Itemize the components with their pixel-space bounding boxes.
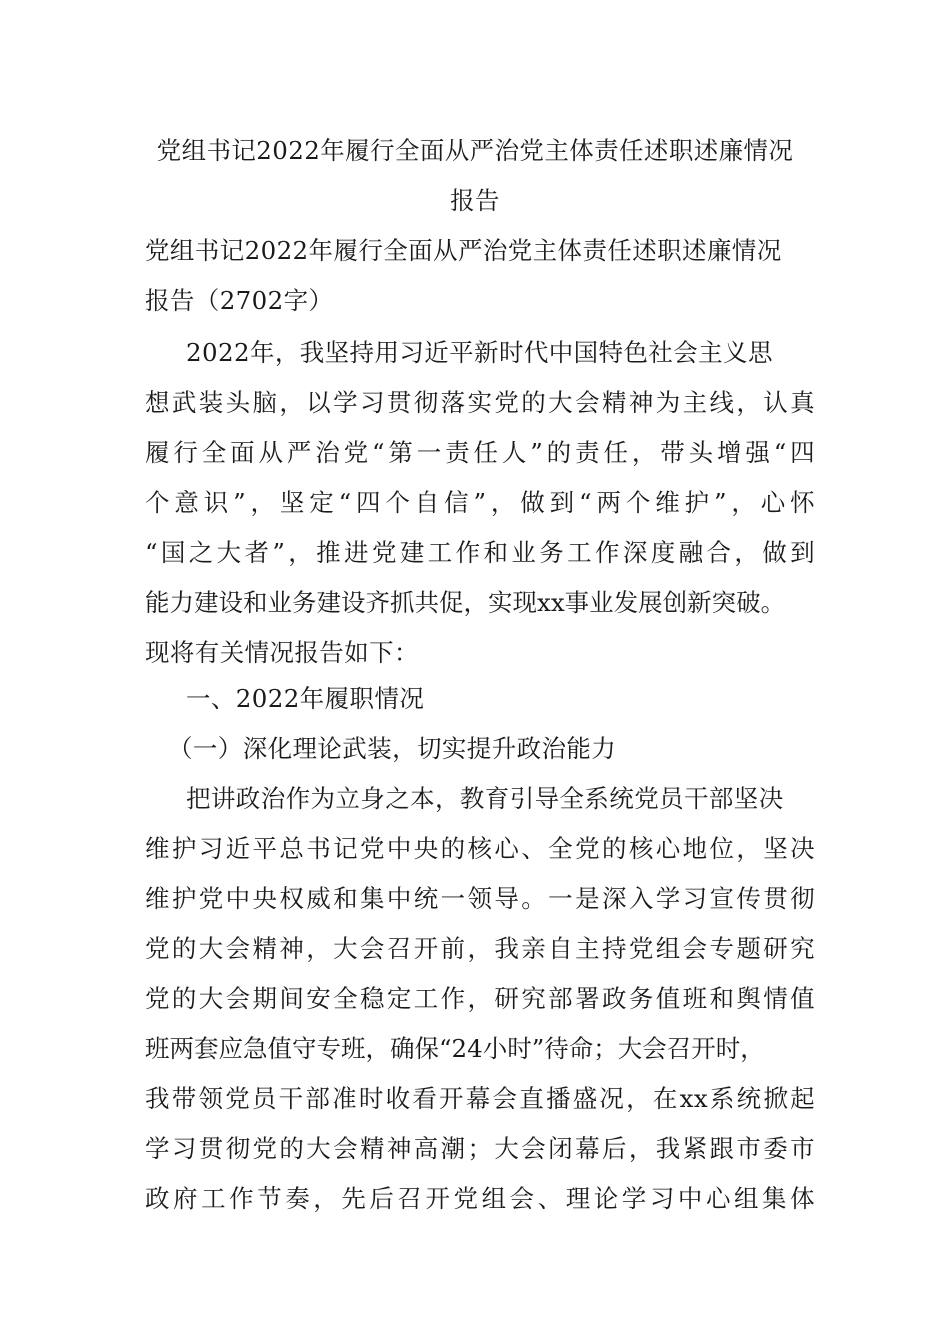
- body-line: 政府工作节奏，先后召开党组会、理论学习中心组集体: [145, 1184, 815, 1213]
- body-line: 维护习近平总书记党中央的核心、全党的核心地位，坚决: [145, 834, 815, 863]
- body-line: 班两套应急值守专班，确保“24小时”待命；大会召开时，: [145, 1034, 765, 1063]
- intro-line: 履行全面从严治党“第一责任人”的责任，带头增强“四: [145, 438, 815, 467]
- document-title-line-1: 党组书记2022年履行全面从严治党主体责任述职述廉情况: [156, 136, 794, 165]
- intro-line: 个意识”，坚定“四个自信”，做到“两个维护”，心怀: [145, 488, 815, 517]
- intro-line: 现将有关情况报告如下：: [145, 638, 419, 667]
- body-line: 党的大会精神，大会召开前，我亲自主持党组会专题研究: [145, 934, 815, 963]
- intro-line: 2022年，我坚持用习近平新时代中国特色社会主义思: [186, 338, 773, 367]
- body-line: 学习贯彻党的大会精神高潮；大会闭幕后，我紧跟市委市: [145, 1134, 815, 1163]
- intro-line: 想武装头脑，以学习贯彻落实党的大会精神为主线，认真: [145, 388, 815, 417]
- intro-line: “国之大者”，推进党建工作和业务工作深度融合，做到: [145, 538, 815, 567]
- body-line: 把讲政治作为立身之本，教育引导全系统党员干部坚决: [186, 784, 784, 813]
- section-heading: 一、2022年履职情况: [186, 684, 425, 713]
- body-line: 维护党中央权威和集中统一领导。一是深入学习宣传贯彻: [145, 884, 815, 913]
- document-title-line-2: 报告: [450, 186, 500, 215]
- body-line: 我带领党员干部准时收看开幕会直播盛况，在xx系统掀起: [145, 1084, 815, 1113]
- document-subtitle-line-2: 报告（2702字）: [145, 286, 334, 315]
- intro-line: 能力建设和业务建设齐抓共促，实现xx事业发展创新突破。: [145, 588, 786, 617]
- document-subtitle-line-1: 党组书记2022年履行全面从严治党主体责任述职述廉情况: [145, 236, 782, 265]
- subsection-heading: （一）深化理论武装，切实提升政治能力: [168, 734, 617, 763]
- body-line: 党的大会期间安全稳定工作，研究部署政务值班和舆情值: [145, 984, 815, 1013]
